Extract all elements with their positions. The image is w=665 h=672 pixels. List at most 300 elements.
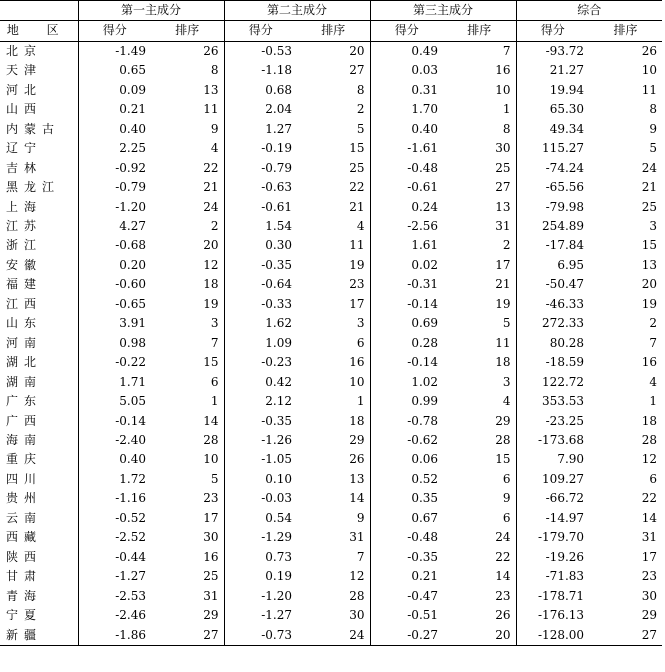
score-cell: 1.62: [224, 314, 297, 333]
rank-cell: 10: [349, 374, 365, 389]
score-cell: -46.33: [516, 295, 589, 314]
score-cell: -0.27: [370, 626, 443, 646]
table-row: [0, 528, 662, 547]
score-cell: 0.49: [370, 41, 443, 61]
group-header-pc3: 第三主成分: [370, 1, 516, 21]
score-cell: -173.68: [516, 431, 589, 450]
score-cell: -66.72: [516, 489, 589, 508]
rank-cell: 5: [649, 141, 658, 156]
table-row: [0, 626, 662, 646]
score-cell: -0.44: [78, 548, 151, 567]
score-cell: -2.53: [78, 587, 151, 606]
score-cell: -1.27: [78, 567, 151, 586]
score-cell: -0.47: [370, 587, 443, 606]
rank-cell: 14: [349, 491, 365, 506]
region-name: 浙江: [6, 238, 43, 253]
rank-cell: 30: [203, 530, 219, 545]
score-cell: -0.14: [78, 412, 151, 431]
table-row: [0, 373, 662, 392]
score-cell: 1.71: [78, 373, 151, 392]
rank-cell: 8: [649, 102, 658, 117]
rank-cell: 11: [203, 102, 219, 117]
table-row: [0, 236, 662, 255]
score-cell: -74.24: [516, 159, 589, 178]
table-row: [0, 353, 662, 372]
rank-cell: 19: [203, 296, 219, 311]
score-cell: -178.71: [516, 587, 589, 606]
rank-cell: 8: [210, 63, 219, 78]
rank-cell: 7: [502, 43, 511, 58]
score-cell: 0.99: [370, 392, 443, 411]
score-cell: 0.09: [78, 81, 151, 100]
rank-cell: 17: [641, 549, 658, 564]
subheader-score: 得分: [78, 21, 151, 41]
score-cell: -1.27: [224, 606, 297, 625]
rank-cell: 25: [349, 160, 365, 175]
region-name: 湖北: [6, 355, 43, 370]
subheader-rank: 排序: [297, 21, 370, 41]
table-row: [0, 470, 662, 489]
score-cell: -14.97: [516, 509, 589, 528]
region-name: 甘肃: [6, 569, 43, 584]
rank-cell: 21: [495, 277, 511, 292]
rank-cell: 22: [349, 180, 365, 195]
score-cell: -0.92: [78, 159, 151, 178]
rank-cell: 3: [210, 316, 219, 331]
score-cell: -1.20: [78, 198, 151, 217]
rank-cell: 31: [203, 588, 219, 603]
rank-cell: 11: [641, 82, 658, 97]
rank-cell: 29: [495, 413, 511, 428]
region-name: 海南: [6, 432, 43, 447]
score-cell: 0.21: [78, 100, 151, 119]
table-row: [0, 159, 662, 178]
score-cell: 272.33: [516, 314, 589, 333]
rank-cell: 22: [641, 491, 658, 506]
score-cell: 0.42: [224, 373, 297, 392]
rank-cell: 7: [210, 335, 219, 350]
rank-cell: 5: [356, 121, 365, 136]
rank-cell: 29: [641, 608, 658, 623]
subheader-rank: 排序: [151, 21, 224, 41]
score-cell: 115.27: [516, 139, 589, 158]
subheader-score: 得分: [516, 21, 589, 41]
region-name: 天津: [6, 63, 43, 78]
score-cell: -0.23: [224, 353, 297, 372]
rank-cell: 13: [641, 257, 658, 272]
rank-cell: 14: [203, 413, 219, 428]
score-cell: -0.19: [224, 139, 297, 158]
score-cell: -17.84: [516, 236, 589, 255]
score-cell: 0.40: [78, 450, 151, 469]
rank-cell: 5: [502, 316, 511, 331]
rank-cell: 18: [641, 413, 658, 428]
score-cell: 0.98: [78, 334, 151, 353]
score-cell: -2.56: [370, 217, 443, 236]
rank-cell: 6: [502, 471, 511, 486]
rank-cell: 6: [356, 335, 365, 350]
rank-cell: 28: [641, 432, 658, 447]
table-row: [0, 489, 662, 508]
score-cell: 0.10: [224, 470, 297, 489]
rank-cell: 28: [203, 432, 219, 447]
score-cell: -0.79: [224, 159, 297, 178]
region-name: 青海: [6, 588, 43, 603]
score-cell: -1.29: [224, 528, 297, 547]
rank-cell: 26: [349, 452, 365, 467]
rank-cell: 20: [443, 626, 516, 646]
score-cell: -0.52: [78, 509, 151, 528]
score-cell: -2.46: [78, 606, 151, 625]
score-cell: 80.28: [516, 334, 589, 353]
score-cell: 65.30: [516, 100, 589, 119]
score-cell: -0.65: [78, 295, 151, 314]
rank-cell: 29: [349, 432, 365, 447]
rank-cell: 8: [356, 82, 365, 97]
score-cell: 1.27: [224, 120, 297, 139]
rank-cell: 25: [203, 569, 219, 584]
score-cell: 0.20: [78, 256, 151, 275]
region-name: 吉林: [6, 160, 43, 175]
score-cell: -0.61: [370, 178, 443, 197]
score-cell: 0.02: [370, 256, 443, 275]
score-cell: -0.48: [370, 159, 443, 178]
subheader-row: [0, 21, 662, 41]
rank-cell: 13: [495, 199, 511, 214]
score-cell: 0.40: [370, 120, 443, 139]
rank-cell: 1: [649, 394, 658, 409]
table-row: [0, 606, 662, 625]
score-cell: 0.35: [370, 489, 443, 508]
rank-cell: 7: [356, 549, 365, 564]
rank-cell: 12: [641, 452, 658, 467]
score-cell: 4.27: [78, 217, 151, 236]
score-cell: 122.72: [516, 373, 589, 392]
score-cell: -0.35: [370, 548, 443, 567]
region-name: 广东: [6, 394, 43, 409]
region-name: 西藏: [6, 530, 43, 545]
region-name: 新疆: [0, 626, 78, 646]
score-cell: -0.63: [224, 178, 297, 197]
rank-cell: 24: [641, 160, 658, 175]
rank-cell: 27: [495, 180, 511, 195]
rank-cell: 24: [495, 530, 511, 545]
table-row: [0, 41, 662, 61]
rank-cell: 17: [495, 257, 511, 272]
rank-cell: 23: [203, 491, 219, 506]
table-row: [0, 295, 662, 314]
region-name: 河南: [6, 335, 43, 350]
rank-cell: 1: [356, 394, 365, 409]
score-cell: 1.09: [224, 334, 297, 353]
rank-cell: 31: [641, 530, 658, 545]
score-cell: -18.59: [516, 353, 589, 372]
region-name: 北京: [6, 43, 43, 58]
region-name: 福建: [6, 277, 43, 292]
score-cell: 0.24: [370, 198, 443, 217]
score-cell: 0.69: [370, 314, 443, 333]
rank-cell: 23: [641, 569, 658, 584]
score-cell: -50.47: [516, 275, 589, 294]
score-cell: -1.26: [224, 431, 297, 450]
rank-cell: 21: [349, 199, 365, 214]
table-row: [0, 81, 662, 100]
region-header: 地 区: [0, 21, 78, 41]
rank-cell: 30: [641, 588, 658, 603]
rank-cell: 2: [210, 218, 219, 233]
table-row: [0, 450, 662, 469]
table-row: [0, 412, 662, 431]
subheader-score: 得分: [224, 21, 297, 41]
rank-cell: 16: [495, 63, 511, 78]
rank-cell: 3: [502, 374, 511, 389]
score-cell: -0.14: [370, 295, 443, 314]
rank-cell: 17: [203, 510, 219, 525]
rank-cell: 25: [641, 199, 658, 214]
table-row: [0, 567, 662, 586]
rank-cell: 14: [641, 510, 658, 525]
score-cell: 0.65: [78, 61, 151, 80]
subheader-rank: 排序: [443, 21, 516, 41]
score-cell: -0.48: [370, 528, 443, 547]
region-name: 贵州: [6, 491, 43, 506]
score-cell: -23.25: [516, 412, 589, 431]
rank-cell: 24: [203, 199, 219, 214]
group-header-pc2: 第二主成分: [224, 1, 370, 21]
table-row: [0, 198, 662, 217]
table-row: [0, 120, 662, 139]
score-cell: -2.52: [78, 528, 151, 547]
score-cell: 2.04: [224, 100, 297, 119]
region-name: 黑龙江: [6, 180, 61, 195]
rank-cell: 11: [495, 335, 511, 350]
rank-cell: 7: [649, 335, 658, 350]
table-row: [0, 256, 662, 275]
score-cell: -1.05: [224, 450, 297, 469]
table-row: [0, 587, 662, 606]
score-cell: -0.35: [224, 412, 297, 431]
score-cell: 3.91: [78, 314, 151, 333]
rank-cell: 23: [495, 588, 511, 603]
table-row: [0, 334, 662, 353]
region-name: 内蒙古: [6, 121, 61, 136]
table-row: [0, 431, 662, 450]
table-row: [0, 314, 662, 333]
score-cell: 109.27: [516, 470, 589, 489]
score-cell: -1.86: [78, 626, 151, 646]
rank-cell: 21: [641, 180, 658, 195]
group-header-pc1: 第一主成分: [78, 1, 224, 21]
rank-cell: 18: [203, 277, 219, 292]
rank-cell: 2: [649, 316, 658, 331]
rank-cell: 9: [356, 510, 365, 525]
region-name: 江西: [6, 296, 43, 311]
score-cell: 254.89: [516, 217, 589, 236]
score-cell: 7.90: [516, 450, 589, 469]
rank-cell: 11: [349, 238, 365, 253]
region-name: 江苏: [6, 218, 43, 233]
score-cell: -0.03: [224, 489, 297, 508]
rank-cell: 16: [203, 549, 219, 564]
score-cell: 19.94: [516, 81, 589, 100]
rank-cell: 15: [203, 355, 219, 370]
region-name: 宁夏: [6, 608, 43, 623]
region-name: 四川: [6, 471, 43, 486]
table-row: [0, 61, 662, 80]
rank-cell: 4: [649, 374, 658, 389]
rank-cell: 10: [203, 452, 219, 467]
score-cell: -93.72: [516, 41, 589, 61]
rank-cell: 1: [502, 102, 511, 117]
rank-cell: 29: [203, 608, 219, 623]
score-cell: 2.25: [78, 139, 151, 158]
rank-cell: 30: [349, 608, 365, 623]
score-cell: -0.53: [224, 41, 297, 61]
score-cell: 0.68: [224, 81, 297, 100]
table-body: [0, 41, 662, 645]
region-name: 重庆: [6, 452, 43, 467]
score-cell: 1.54: [224, 217, 297, 236]
region-name: 广西: [6, 413, 43, 428]
score-cell: -0.33: [224, 295, 297, 314]
region-name: 陕西: [6, 549, 43, 564]
rank-cell: 4: [502, 394, 511, 409]
region-name: 山东: [6, 316, 43, 331]
score-cell: 1.70: [370, 100, 443, 119]
rank-cell: 2: [356, 102, 365, 117]
score-cell: 0.21: [370, 567, 443, 586]
rank-cell: 26: [641, 43, 658, 58]
score-cell: 49.34: [516, 120, 589, 139]
score-cell: -0.60: [78, 275, 151, 294]
score-cell: 0.67: [370, 509, 443, 528]
rank-cell: 30: [495, 141, 511, 156]
rank-cell: 25: [495, 160, 511, 175]
table-row: [0, 178, 662, 197]
rank-cell: 12: [349, 569, 365, 584]
rank-cell: 10: [641, 63, 658, 78]
rank-cell: 19: [495, 296, 511, 311]
score-cell: -0.62: [370, 431, 443, 450]
rank-cell: 27: [589, 626, 662, 646]
rank-cell: 28: [349, 588, 365, 603]
rank-cell: 24: [297, 626, 370, 646]
rank-cell: 6: [502, 510, 511, 525]
score-cell: -0.78: [370, 412, 443, 431]
rank-cell: 6: [649, 471, 658, 486]
score-cell: 1.72: [78, 470, 151, 489]
score-cell: -0.22: [78, 353, 151, 372]
score-cell: -0.14: [370, 353, 443, 372]
rank-cell: 15: [349, 141, 365, 156]
subheader-score: 得分: [370, 21, 443, 41]
score-cell: 0.30: [224, 236, 297, 255]
region-name: 河北: [6, 82, 43, 97]
table-row: [0, 548, 662, 567]
score-cell: 2.12: [224, 392, 297, 411]
rank-cell: 28: [495, 432, 511, 447]
subheader-rank: 排序: [589, 21, 662, 41]
rank-cell: 13: [203, 82, 219, 97]
rank-cell: 2: [502, 238, 511, 253]
score-cell: 0.40: [78, 120, 151, 139]
rank-cell: 17: [349, 296, 365, 311]
rank-cell: 18: [495, 355, 511, 370]
score-cell: -1.18: [224, 61, 297, 80]
rank-cell: 15: [641, 238, 658, 253]
score-cell: -176.13: [516, 606, 589, 625]
rank-cell: 9: [502, 491, 511, 506]
score-cell: -128.00: [516, 626, 589, 646]
table-row: [0, 139, 662, 158]
score-cell: 0.31: [370, 81, 443, 100]
rank-cell: 31: [495, 218, 511, 233]
score-cell: 0.52: [370, 470, 443, 489]
score-cell: -0.31: [370, 275, 443, 294]
score-cell: -0.35: [224, 256, 297, 275]
score-cell: -0.79: [78, 178, 151, 197]
score-cell: -71.83: [516, 567, 589, 586]
region-name: 上海: [6, 199, 43, 214]
region-name: 山西: [6, 102, 43, 117]
group-header-composite: 综合: [516, 1, 662, 21]
score-cell: 0.28: [370, 334, 443, 353]
rank-cell: 16: [641, 355, 658, 370]
score-cell: -1.61: [370, 139, 443, 158]
rank-cell: 22: [495, 549, 511, 564]
rank-cell: 18: [349, 413, 365, 428]
score-cell: 21.27: [516, 61, 589, 80]
rank-cell: 15: [495, 452, 511, 467]
rank-cell: 4: [210, 141, 219, 156]
rank-cell: 23: [349, 277, 365, 292]
score-cell: 353.53: [516, 392, 589, 411]
score-cell: 0.54: [224, 509, 297, 528]
score-cell: -19.26: [516, 548, 589, 567]
score-cell: 5.05: [78, 392, 151, 411]
rank-cell: 6: [210, 374, 219, 389]
rank-cell: 9: [649, 121, 658, 136]
table-row: [0, 275, 662, 294]
rank-cell: 20: [349, 43, 365, 58]
table-row: [0, 509, 662, 528]
rank-cell: 14: [495, 569, 511, 584]
rank-cell: 21: [203, 180, 219, 195]
rank-cell: 31: [349, 530, 365, 545]
score-cell: 0.73: [224, 548, 297, 567]
rank-cell: 3: [356, 316, 365, 331]
rank-cell: 8: [502, 121, 511, 136]
score-cell: -79.98: [516, 198, 589, 217]
table-row: [0, 100, 662, 119]
score-cell: -0.73: [224, 626, 297, 646]
rank-cell: 9: [210, 121, 219, 136]
score-cell: -179.70: [516, 528, 589, 547]
region-name: 安徽: [6, 257, 43, 272]
score-cell: 0.19: [224, 567, 297, 586]
rank-cell: 13: [349, 471, 365, 486]
table-row: [0, 392, 662, 411]
group-header-row: [0, 1, 662, 21]
score-cell: -1.49: [78, 41, 151, 61]
rank-cell: 27: [151, 626, 224, 646]
region-name: 辽宁: [6, 141, 43, 156]
rank-cell: 26: [203, 43, 219, 58]
rank-cell: 1: [210, 394, 219, 409]
rank-cell: 3: [649, 218, 658, 233]
score-cell: -1.16: [78, 489, 151, 508]
score-cell: 0.03: [370, 61, 443, 80]
